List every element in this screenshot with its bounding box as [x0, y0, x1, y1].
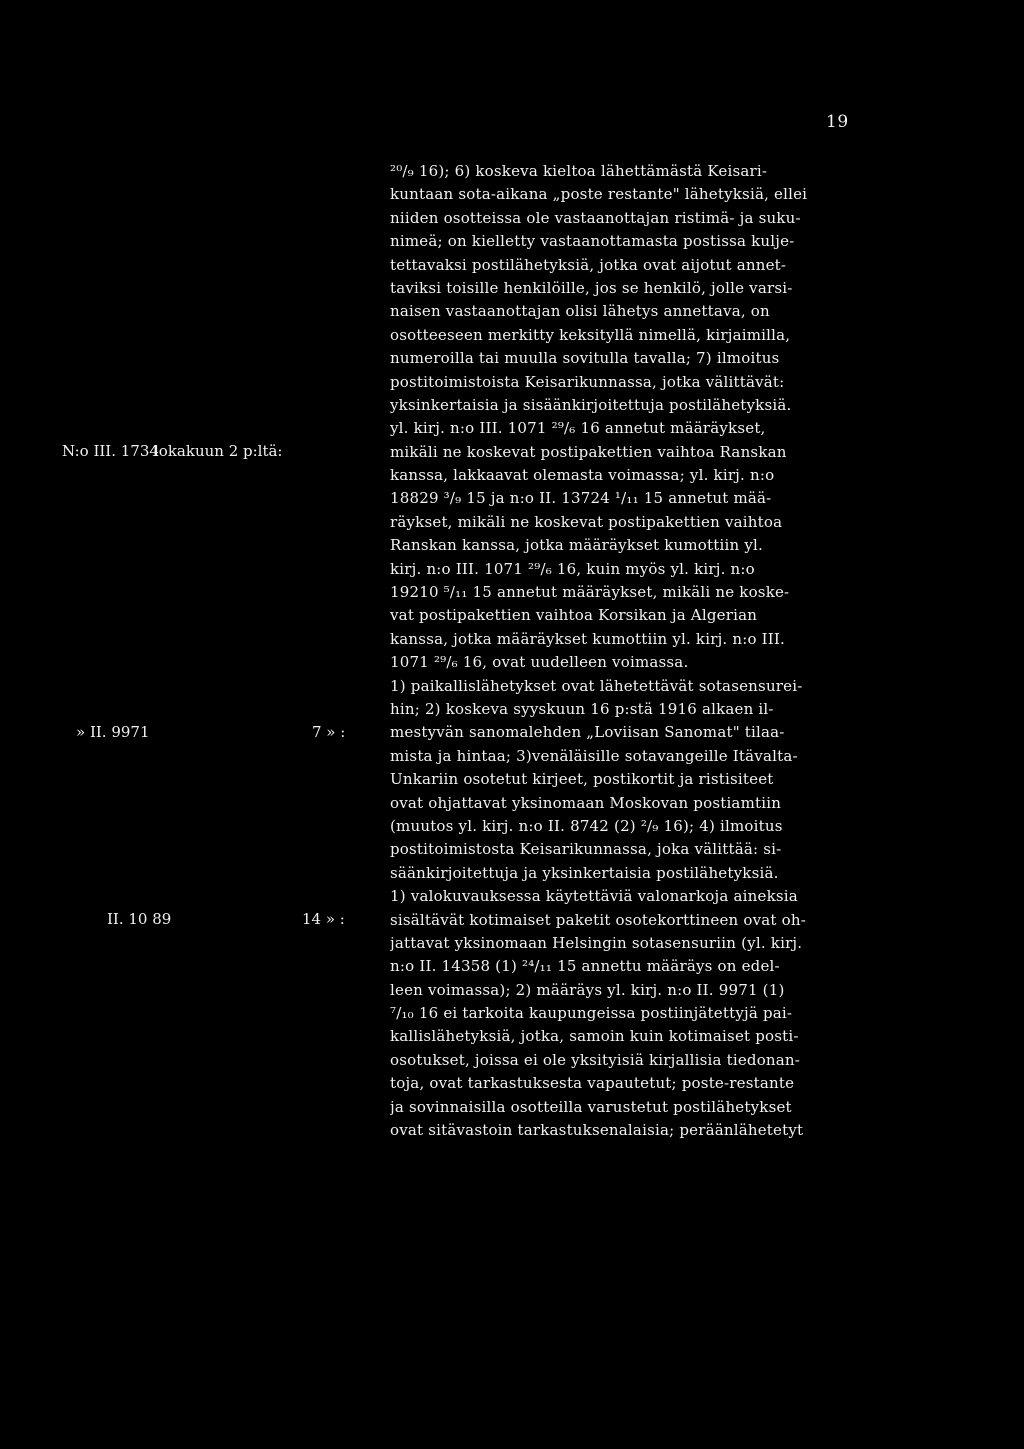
text-line: Unkariin osotetut kirjeet, postikortit ja ristisiteet [390, 770, 774, 789]
text-line: niiden osotteissa ole vastaanottajan ristimä- ja suku- [390, 208, 801, 227]
text-line: osotteeseen merkitty keksityllä nimellä, kirjaimilla, [390, 325, 791, 344]
text-line: Ranskan kanssa, jotka määräykset kumottiin yl. [390, 536, 763, 555]
text-line: n:o II. 14358 (1) ²⁴/₁₁ 15 annettu määräys on edel- [390, 957, 780, 976]
text-line: toja, ovat tarkastuksesta vapautetut; poste-restante [390, 1074, 795, 1093]
text-line: kirj. n:o III. 1071 ²⁹/₆ 16, kuin myös yl. kirj. n:o [390, 559, 755, 578]
text-line: tettavaksi postilähetyksiä, jotka ovat aijotut annet- [390, 255, 787, 274]
text-line: ovat ohjattavat yksinomaan Moskovan postiamtiin [390, 793, 782, 812]
text-line: 19210 ⁵/₁₁ 15 annetut määräykset, mikäli ne koske- [390, 583, 790, 602]
text-line: 1071 ²⁹/₆ 16, ovat uudelleen voimassa. [390, 653, 689, 672]
text-line: nimeä; on kielletty vastaanottamasta postissa kulje- [390, 232, 795, 251]
text-line: kallislähetyksiä, jotka, samoin kuin kotimaiset posti- [390, 1027, 799, 1046]
entry-date: lokakuun 2 p:ltä: [154, 442, 283, 460]
text-line: 1) valokuvauksessa käytettäviä valonarkoja aineksia [390, 887, 798, 906]
text-line: mikäli ne koskevat postipakettien vaihtoa Ranskan [390, 442, 787, 461]
text-line: postitoimistoista Keisarikunnassa, jotka välittävät: [390, 372, 785, 391]
text-line: mestyvän sanomalehden „Loviisan Sanomat" tilaa- [390, 723, 785, 742]
text-line: 18829 ³/₉ 15 ja n:o II. 13724 ¹/₁₁ 15 annetut mää- [390, 489, 772, 508]
text-line: ⁷/₁₀ 16 ei tarkoita kaupungeissa postiinjätettyjä pai- [390, 1004, 793, 1023]
text-line: osotukset, joissa ei ole yksityisiä kirjallisia tiedonan- [390, 1050, 801, 1069]
text-line: yksinkertaisia ja sisäänkirjoitettuja postilähetyksiä. [390, 395, 792, 414]
text-line: mista ja hintaa; 3)venäläisille sotavangeille Itävalta- [390, 746, 798, 765]
text-line: naisen vastaanottajan olisi lähetys annettava, on [390, 302, 770, 321]
text-line: kanssa, jotka määräykset kumottiin yl. kirj. n:o III. [390, 629, 786, 648]
entry-label-2 [62, 721, 384, 744]
entry-ref: II. 10 89 [107, 910, 172, 928]
text-line: yl. kirj. n:o III. 1071 ²⁹/₆ 16 annetut määräykset, [390, 419, 766, 438]
text-line: ovat sitävastoin tarkastuksenalaisia; peräänlähetetyt [390, 1121, 804, 1140]
text-line: postitoimistosta Keisarikunnassa, joka välittää: si- [390, 840, 782, 859]
text-line: 1) paikallislähetykset ovat lähetettävät sotasensurei- [390, 676, 803, 695]
text-line: hin; 2) koskeva syyskuun 16 p:stä 1916 alkaen il- [390, 699, 774, 718]
page-number: 19 [826, 112, 849, 132]
text-line: räykset, mikäli ne koskevat postipakettien vaihtoa [390, 512, 783, 531]
text-line: kanssa, lakkaavat olemasta voimassa; yl. kirj. n:o [390, 466, 775, 485]
text-line: numeroilla tai muulla sovitulla tavalla; 7) ilmoitus [390, 349, 780, 368]
text-line: vat postipakettien vaihtoa Korsikan ja Algerian [390, 606, 758, 625]
text-line: leen voimassa); 2) määräys yl. kirj. n:o II. 9971 (1) [390, 980, 785, 999]
entry-date: 7 » : [312, 723, 346, 741]
entry-label-3 [62, 908, 384, 931]
text-line: ²⁰/₉ 16); 6) koskeva kieltoa lähettämästä Keisari- [390, 162, 768, 180]
text-line: sisältävät kotimaiset paketit osotekorttineen ovat oh- [390, 910, 806, 929]
text-line: säänkirjoitettuja ja yksinkertaisia postilähetyksiä. [390, 863, 779, 882]
text-line: ja sovinnaisilla osotteilla varustetut postilähetykset [390, 1097, 792, 1116]
entry-ref: N:o III. 1734 [62, 442, 159, 460]
entry-date: 14 » : [302, 910, 345, 928]
text-line: kuntaan sota-aikana „poste restante" lähetyksiä, ellei [390, 185, 808, 204]
text-line: taviksi toisille henkilöille, jos se henkilö, jolle varsi- [390, 278, 793, 297]
text-line: (muutos yl. kirj. n:o II. 8742 (2) ²/₉ 16); 4) ilmoitus [390, 816, 783, 835]
entry-ref: » II. 9971 [76, 723, 150, 741]
entry-label-1 [62, 440, 384, 463]
text-line: jattavat yksinomaan Helsingin sotasensuriin (yl. kirj. [390, 933, 803, 952]
body-text [390, 160, 868, 1142]
